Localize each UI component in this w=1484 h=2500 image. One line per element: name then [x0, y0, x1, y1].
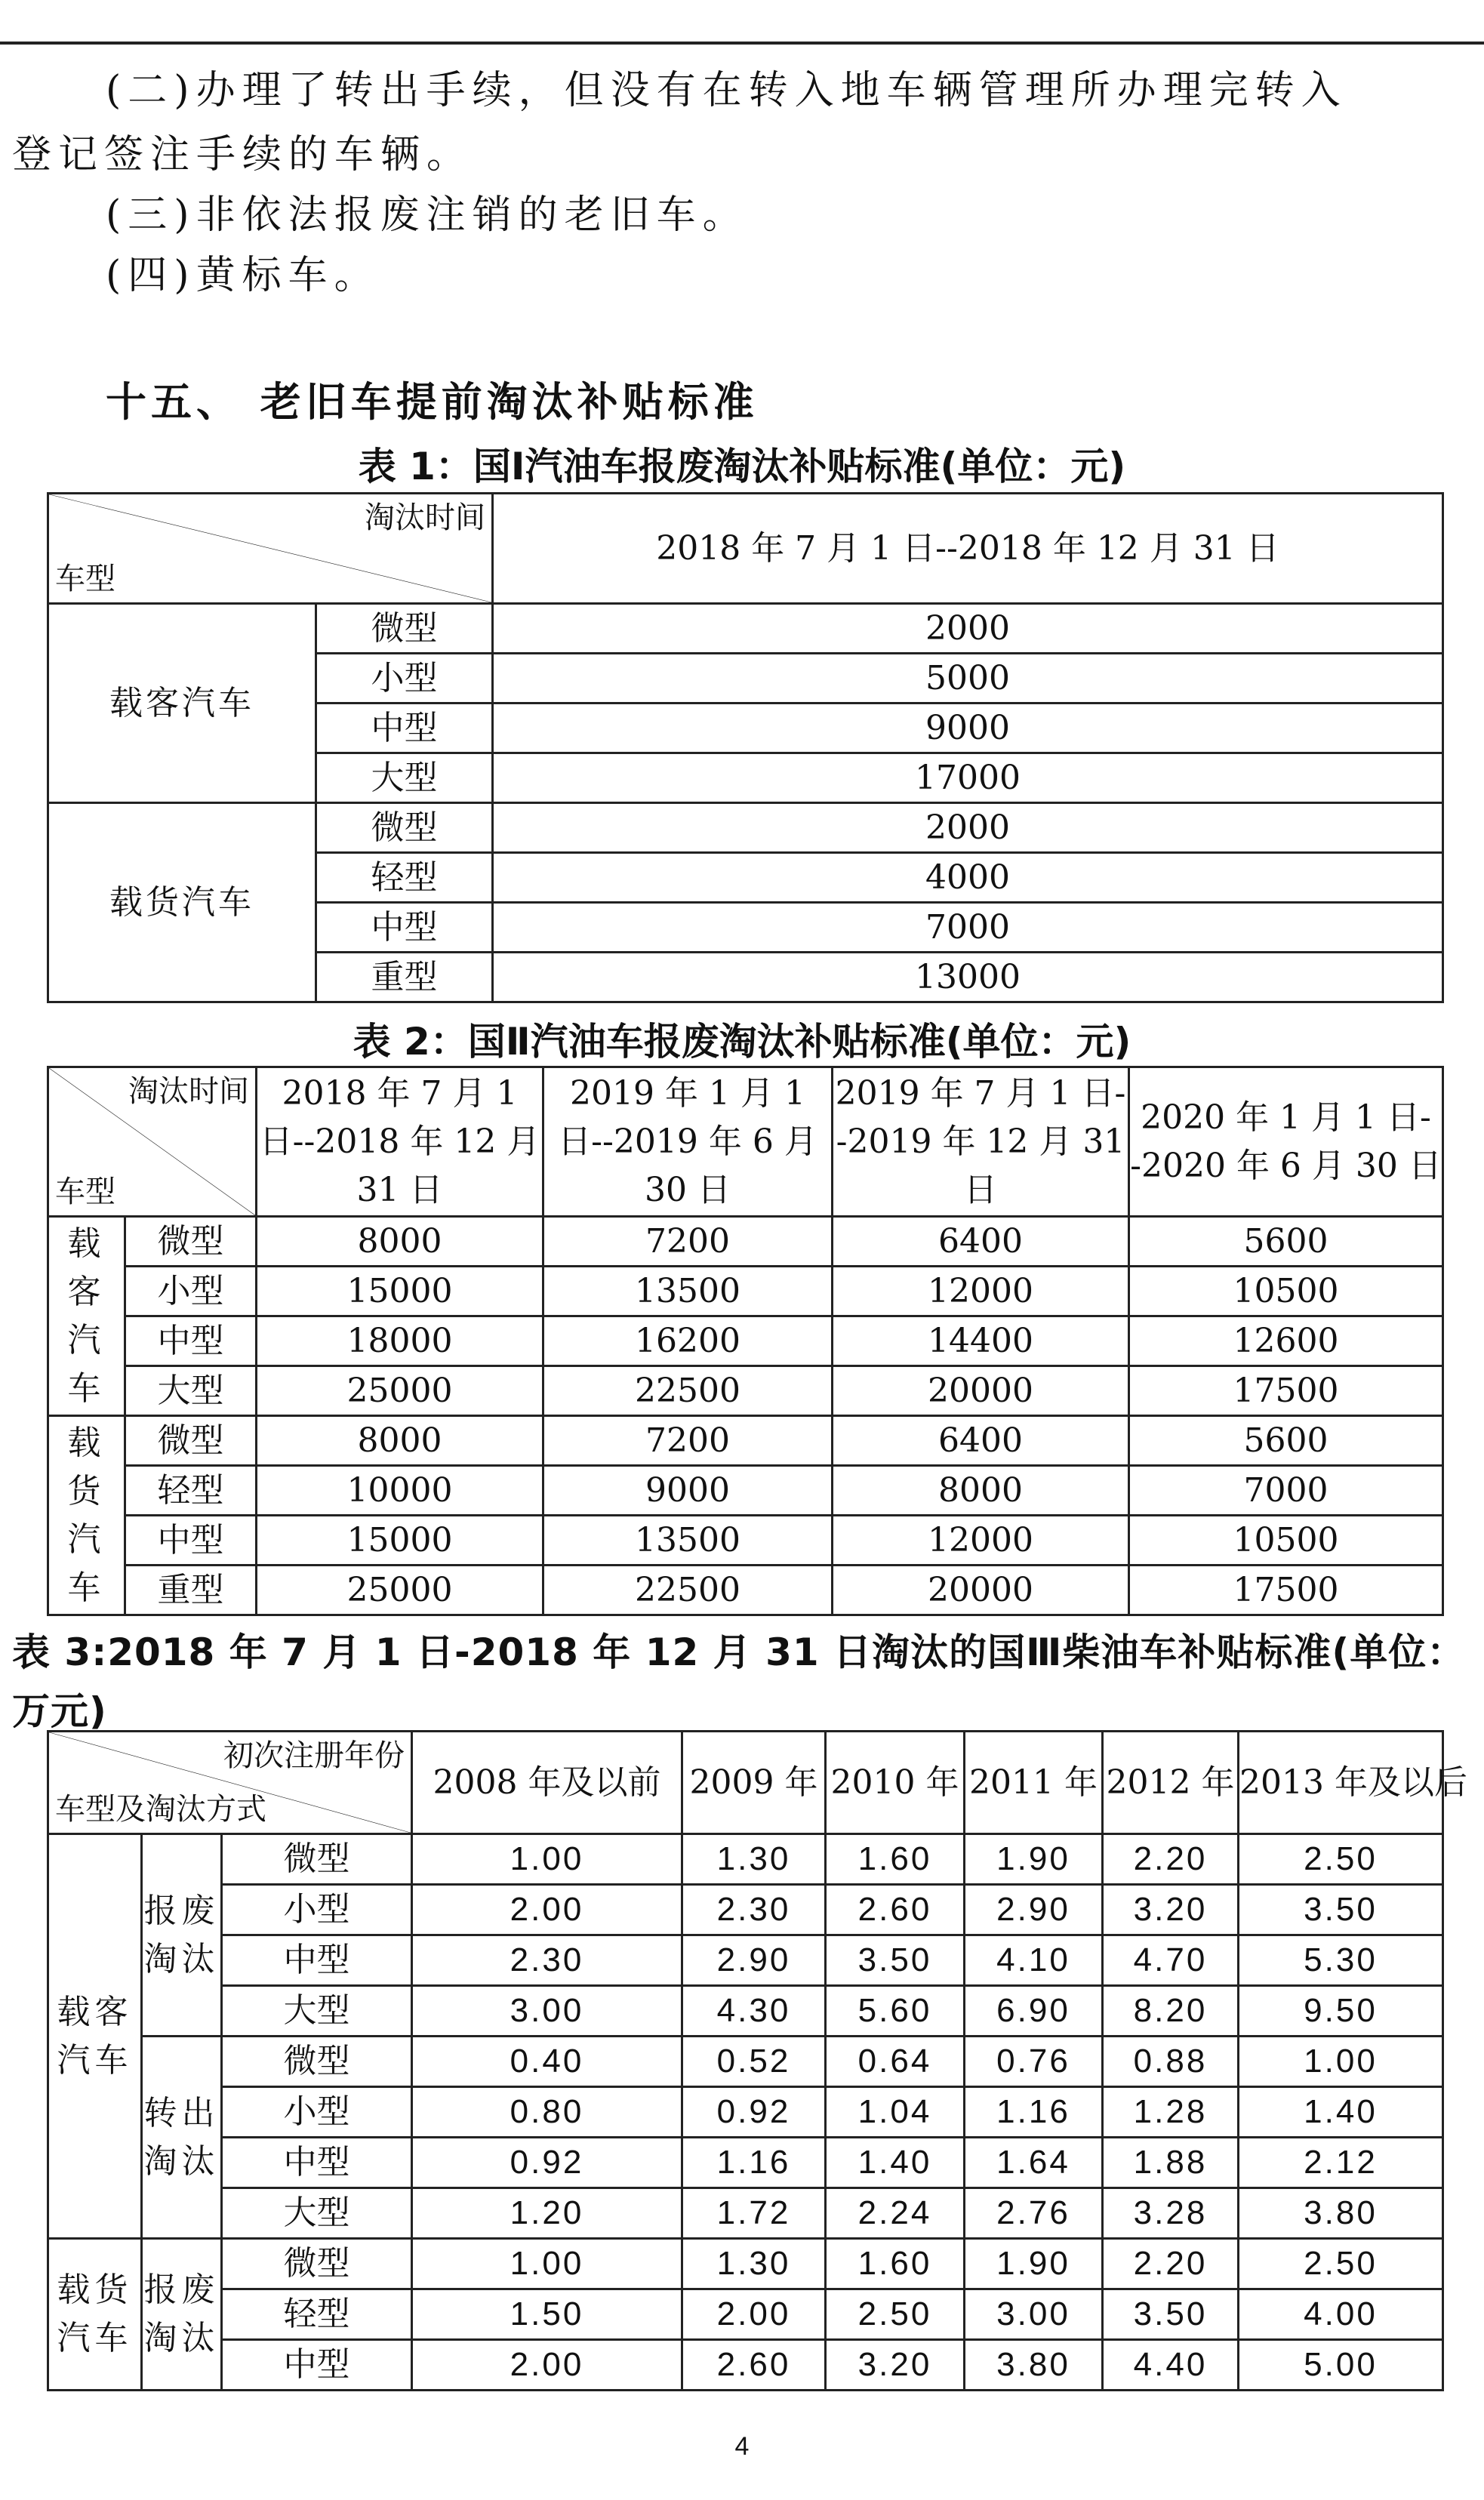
vehicle-size: 大型	[125, 1366, 257, 1416]
disposal-method: 报废淘汰	[142, 1834, 222, 2037]
vehicle-size: 微型	[125, 1217, 257, 1267]
subsidy-value: 7000	[1129, 1466, 1443, 1516]
period-header: 2019 年 7 月 1 日--2019 年 12 月 31 日	[833, 1067, 1129, 1217]
subsidy-value: 2.30	[682, 1885, 826, 1935]
subsidy-value: 17000	[493, 753, 1443, 803]
subsidy-value: 7000	[493, 903, 1443, 953]
vehicle-size: 轻型	[222, 2289, 412, 2340]
subsidy-value: 1.60	[826, 2239, 965, 2289]
vehicle-size: 轻型	[125, 1466, 257, 1516]
subsidy-value: 5.30	[1239, 1935, 1443, 1986]
subsidy-value: 2.20	[1103, 2239, 1239, 2289]
table-row	[48, 1834, 1443, 1885]
vehicle-size: 小型	[222, 2087, 412, 2138]
subsidy-value: 17500	[1129, 1566, 1443, 1615]
subsidy-value: 1.30	[682, 1834, 826, 1885]
top-rule	[0, 42, 1484, 45]
subsidy-value: 13500	[543, 1267, 833, 1316]
period-header: 2020 年 1 月 1 日--2020 年 6 月 30 日	[1129, 1067, 1443, 1217]
vehicle-size: 微型	[316, 803, 493, 853]
subsidy-value: 8000	[257, 1416, 543, 1466]
subsidy-value: 2.90	[965, 1885, 1103, 1935]
vehicle-size: 大型	[316, 753, 493, 803]
vehicle-size: 微型	[222, 2239, 412, 2289]
subsidy-value: 1.16	[965, 2087, 1103, 2138]
subsidy-value: 12600	[1129, 1316, 1443, 1366]
table-row	[48, 1516, 1443, 1566]
vehicle-category: 载货汽车	[48, 1416, 125, 1615]
subsidy-value: 5600	[1129, 1217, 1443, 1267]
vehicle-size: 微型	[316, 604, 493, 654]
subsidy-value: 20000	[833, 1366, 1129, 1416]
subsidy-value: 2.00	[682, 2289, 826, 2340]
table-row	[48, 1466, 1443, 1516]
subsidy-value: 7200	[543, 1217, 833, 1267]
subsidy-value: 5600	[1129, 1416, 1443, 1466]
subsidy-value: 12000	[833, 1267, 1129, 1316]
vehicle-size: 微型	[222, 2037, 412, 2087]
subsidy-value: 2.00	[412, 1885, 682, 1935]
subsidy-value: 10500	[1129, 1267, 1443, 1316]
subsidy-value: 9.50	[1239, 1986, 1443, 2037]
subsidy-value: 1.50	[412, 2289, 682, 2340]
vehicle-size: 小型	[316, 654, 493, 704]
table1-header-type: 车型	[55, 562, 115, 596]
subsidy-value: 1.60	[826, 1834, 965, 1885]
subsidy-value: 25000	[257, 1566, 543, 1615]
period-header: 2019 年 1 月 1 日--2019 年 6 月 30 日	[543, 1067, 833, 1217]
subsidy-value: 2.00	[412, 2340, 682, 2391]
subsidy-value: 2000	[493, 604, 1443, 654]
subsidy-value: 17500	[1129, 1366, 1443, 1416]
table-row	[48, 1217, 1443, 1267]
subsidy-value: 0.80	[412, 2087, 682, 2138]
table-row	[48, 1885, 1443, 1935]
paragraph-3: (三)非依法报废注销的老旧车。	[106, 192, 749, 238]
table3-caption	[12, 1623, 1472, 1741]
period-header: 2018 年 7 月 1 日--2018 年 12 月 31 日	[257, 1067, 543, 1217]
vehicle-size: 轻型	[316, 853, 493, 903]
year-header: 2011 年	[965, 1732, 1103, 1834]
subsidy-value: 0.76	[965, 2037, 1103, 2087]
vehicle-category: 载客汽车	[48, 604, 316, 803]
table2-diagonal-header	[48, 1067, 257, 1217]
subsidy-value: 13000	[493, 953, 1443, 1002]
vehicle-size: 重型	[316, 953, 493, 1002]
subsidy-value: 12000	[833, 1516, 1129, 1566]
table-row	[48, 803, 1443, 853]
year-header: 2010 年	[826, 1732, 965, 1834]
vehicle-size: 大型	[222, 1986, 412, 2037]
subsidy-value: 6.90	[965, 1986, 1103, 2037]
subsidy-value: 5000	[493, 654, 1443, 704]
table-row	[48, 2087, 1443, 2138]
subsidy-value: 1.30	[682, 2239, 826, 2289]
subsidy-value: 25000	[257, 1366, 543, 1416]
table2-header-time: 淘汰时间	[128, 1074, 249, 1109]
subsidy-value: 5.60	[826, 1986, 965, 2037]
page-number: 4	[734, 2432, 750, 2461]
table-row	[48, 1986, 1443, 2037]
vehicle-size: 中型	[316, 903, 493, 953]
vehicle-size: 中型	[316, 704, 493, 753]
subsidy-value: 14400	[833, 1316, 1129, 1366]
subsidy-value: 1.20	[412, 2188, 682, 2239]
subsidy-value: 3.80	[1239, 2188, 1443, 2239]
table-row	[48, 1416, 1443, 1466]
table3-header-year: 初次注册年份	[223, 1738, 405, 1773]
year-header: 2009 年	[682, 1732, 826, 1834]
subsidy-value: 15000	[257, 1267, 543, 1316]
table-row	[48, 2188, 1443, 2239]
disposal-method: 转出淘汰	[142, 2037, 222, 2239]
paragraph-2-line-1: (二)办理了转出手续，但没有在转入地车辆管理所办理完转入	[106, 68, 1347, 113]
table-row	[48, 2289, 1443, 2340]
subsidy-value: 0.92	[682, 2087, 826, 2138]
subsidy-value: 15000	[257, 1516, 543, 1566]
disposal-method: 报废淘汰	[142, 2239, 222, 2391]
table-row	[48, 1316, 1443, 1366]
subsidy-value: 3.00	[412, 1986, 682, 2037]
vehicle-size: 小型	[125, 1267, 257, 1316]
subsidy-value: 1.40	[1239, 2087, 1443, 2138]
table3	[47, 1730, 1467, 2391]
table-row	[48, 1566, 1443, 1615]
subsidy-value: 4.10	[965, 1935, 1103, 1986]
subsidy-value: 20000	[833, 1566, 1129, 1615]
subsidy-value: 2.30	[412, 1935, 682, 1986]
subsidy-value: 6400	[833, 1416, 1129, 1466]
subsidy-value: 6400	[833, 1217, 1129, 1267]
table-row	[48, 1366, 1443, 1416]
subsidy-value: 3.50	[826, 1935, 965, 1986]
subsidy-value: 1.64	[965, 2138, 1103, 2188]
subsidy-value: 3.50	[1103, 2289, 1239, 2340]
table-row	[48, 1267, 1443, 1316]
vehicle-size: 小型	[222, 1885, 412, 1935]
subsidy-value: 16200	[543, 1316, 833, 1366]
subsidy-value: 1.88	[1103, 2138, 1239, 2188]
vehicle-size: 中型	[222, 1935, 412, 1986]
subsidy-value: 9000	[543, 1466, 833, 1516]
subsidy-value: 0.52	[682, 2037, 826, 2087]
table-row	[48, 2239, 1443, 2289]
vehicle-size: 大型	[222, 2188, 412, 2239]
vehicle-category: 载货汽车	[48, 2239, 142, 2391]
vehicle-category: 载客汽车	[48, 1217, 125, 1416]
subsidy-value: 1.00	[412, 2239, 682, 2289]
vehicle-size: 中型	[125, 1516, 257, 1566]
subsidy-value: 2.50	[826, 2289, 965, 2340]
vehicle-size: 中型	[222, 2340, 412, 2391]
subsidy-value: 3.00	[965, 2289, 1103, 2340]
table2-caption: 表 2：国Ⅱ汽油车报废淘汰补贴标准(单位：元)	[353, 1020, 1131, 1064]
table-row	[48, 2138, 1443, 2188]
subsidy-value: 5.00	[1239, 2340, 1443, 2391]
vehicle-size: 微型	[222, 1834, 412, 1885]
vehicle-size: 微型	[125, 1416, 257, 1466]
subsidy-value: 9000	[493, 704, 1443, 753]
subsidy-value: 1.90	[965, 1834, 1103, 1885]
subsidy-value: 2.12	[1239, 2138, 1443, 2188]
subsidy-value: 18000	[257, 1316, 543, 1366]
subsidy-value: 22500	[543, 1566, 833, 1615]
table3-header-type: 车型及淘汰方式	[55, 1792, 266, 1827]
subsidy-value: 3.20	[1103, 1885, 1239, 1935]
table3-caption-text: 表 3:2018 年 7 月 1 日-2018 年 12 月 31 日淘汰的国Ⅲ柴油车补贴标准(单位：万元)	[12, 1630, 1466, 1733]
subsidy-value: 0.92	[412, 2138, 682, 2188]
subsidy-value: 0.40	[412, 2037, 682, 2087]
subsidy-value: 8000	[833, 1466, 1129, 1516]
table-row	[48, 1935, 1443, 1986]
paragraph-4: (四)黄标车。	[106, 253, 380, 298]
subsidy-value: 10000	[257, 1466, 543, 1516]
subsidy-value: 8000	[257, 1217, 543, 1267]
subsidy-value: 13500	[543, 1516, 833, 1566]
vehicle-category: 载货汽车	[48, 803, 316, 1002]
table1-period-header: 2018 年 7 月 1 日--2018 年 12 月 31 日	[493, 494, 1443, 604]
subsidy-value: 2.60	[682, 2340, 826, 2391]
subsidy-value: 4.40	[1103, 2340, 1239, 2391]
subsidy-value: 2000	[493, 803, 1443, 853]
subsidy-value: 4.00	[1239, 2289, 1443, 2340]
subsidy-value: 1.28	[1103, 2087, 1239, 2138]
subsidy-value: 2.60	[826, 1885, 965, 1935]
subsidy-value: 22500	[543, 1366, 833, 1416]
vehicle-category: 载客汽车	[48, 1834, 142, 2239]
subsidy-value: 2.50	[1239, 1834, 1443, 1885]
table1-diagonal-header	[48, 494, 493, 604]
subsidy-value: 1.00	[412, 1834, 682, 1885]
table-row	[48, 2340, 1443, 2391]
vehicle-size: 重型	[125, 1566, 257, 1615]
subsidy-value: 3.20	[826, 2340, 965, 2391]
subsidy-value: 3.50	[1239, 1885, 1443, 1935]
subsidy-value: 3.28	[1103, 2188, 1239, 2239]
subsidy-value: 10500	[1129, 1516, 1443, 1566]
vehicle-size: 中型	[125, 1316, 257, 1366]
subsidy-value: 7200	[543, 1416, 833, 1466]
subsidy-value: 1.16	[682, 2138, 826, 2188]
subsidy-value: 0.88	[1103, 2037, 1239, 2087]
vehicle-size: 中型	[222, 2138, 412, 2188]
table2	[47, 1066, 1444, 1616]
year-header: 2013 年及以后	[1239, 1732, 1443, 1834]
subsidy-value: 2.20	[1103, 1834, 1239, 1885]
table-row	[48, 2037, 1443, 2087]
subsidy-value: 1.40	[826, 2138, 965, 2188]
subsidy-value: 2.90	[682, 1935, 826, 1986]
subsidy-value: 2.76	[965, 2188, 1103, 2239]
subsidy-value: 1.72	[682, 2188, 826, 2239]
table-row	[48, 604, 1443, 654]
subsidy-value: 4000	[493, 853, 1443, 903]
table1-header-time: 淘汰时间	[365, 500, 485, 535]
subsidy-value: 2.24	[826, 2188, 965, 2239]
table1-caption: 表 1：国Ⅰ汽油车报废淘汰补贴标准(单位：元)	[358, 445, 1126, 488]
subsidy-value: 3.80	[965, 2340, 1103, 2391]
subsidy-value: 1.90	[965, 2239, 1103, 2289]
subsidy-value: 8.20	[1103, 1986, 1239, 2037]
year-header: 2012 年	[1103, 1732, 1239, 1834]
table2-header-type: 车型	[55, 1175, 115, 1209]
table3-diagonal-header	[48, 1732, 412, 1834]
paragraph-2-line-2: 登记签注手续的车辆。	[12, 132, 473, 177]
subsidy-value: 4.30	[682, 1986, 826, 2037]
subsidy-value: 0.64	[826, 2037, 965, 2087]
subsidy-value: 4.70	[1103, 1935, 1239, 1986]
section-heading: 十五、 老旧车提前淘汰补贴标准	[106, 378, 759, 426]
subsidy-value: 2.50	[1239, 2239, 1443, 2289]
subsidy-value: 1.00	[1239, 2037, 1443, 2087]
year-header: 2008 年及以前	[412, 1732, 682, 1834]
table1	[47, 492, 1444, 1003]
subsidy-value: 1.04	[826, 2087, 965, 2138]
